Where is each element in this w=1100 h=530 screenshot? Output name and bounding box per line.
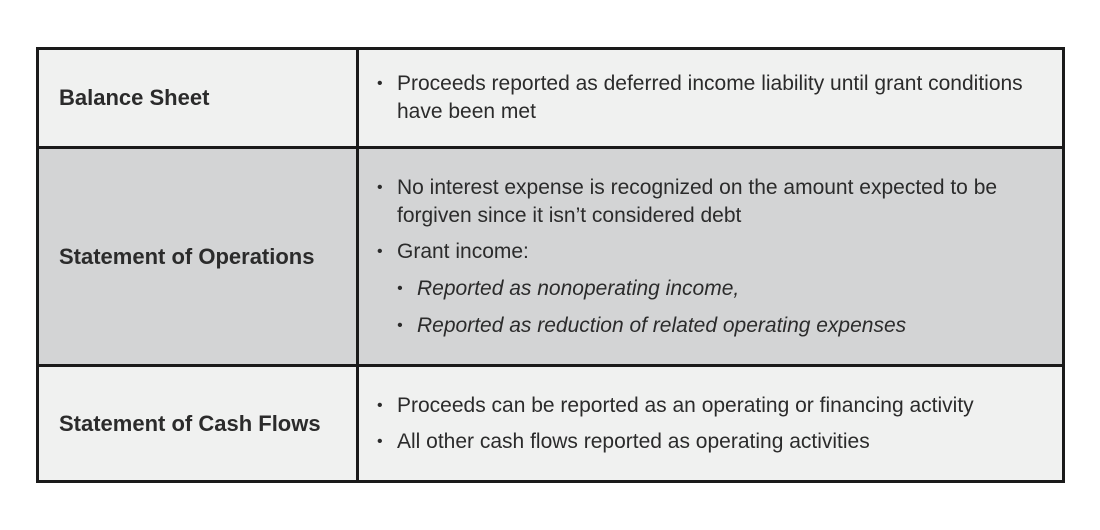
bullet-icon: • bbox=[377, 396, 383, 414]
row-label: Balance Sheet bbox=[39, 50, 359, 146]
bullet-item bbox=[377, 70, 1052, 126]
bullet-icon: • bbox=[397, 316, 403, 334]
row-content bbox=[359, 50, 1062, 146]
row-label: Statement of Operations bbox=[39, 149, 359, 364]
bullet-item bbox=[377, 238, 1052, 266]
bullet-text: No interest expense is recognized on the amount expected to be forgiven since it isn’t considered debt bbox=[397, 175, 998, 227]
bullet-text: Proceeds can be reported as an operating or financing activity bbox=[397, 393, 974, 417]
bullet-icon: • bbox=[377, 75, 383, 92]
bullet-item bbox=[377, 428, 1052, 456]
sub-bullet-text: Reported as reduction of related operating expenses bbox=[417, 313, 907, 337]
bullet-text: All other cash flows reported as operating activities bbox=[397, 429, 870, 453]
bullet-icon: • bbox=[397, 279, 403, 297]
bullet-icon: • bbox=[377, 432, 383, 450]
table-row-balance-sheet bbox=[39, 50, 1062, 146]
table-row-statement-of-cash-flows bbox=[39, 364, 1062, 480]
sub-bullet-item bbox=[377, 275, 1052, 303]
table-row-statement-of-operations bbox=[39, 146, 1062, 364]
sub-bullet-item bbox=[377, 312, 1052, 340]
row-label: Statement of Cash Flows bbox=[39, 367, 359, 480]
row-content bbox=[359, 367, 1062, 480]
bullet-text: Grant income: bbox=[397, 239, 529, 263]
sub-bullet-text: Reported as nonoperating income, bbox=[417, 276, 740, 300]
bullet-text: Proceeds reported as deferred income liability until grant conditions have been met bbox=[397, 72, 1023, 123]
row-content bbox=[359, 149, 1062, 364]
bullet-icon: • bbox=[377, 178, 383, 196]
bullet-item bbox=[377, 174, 1052, 230]
bullet-item bbox=[377, 392, 1052, 420]
accounting-table bbox=[36, 47, 1065, 483]
bullet-icon: • bbox=[377, 242, 383, 260]
